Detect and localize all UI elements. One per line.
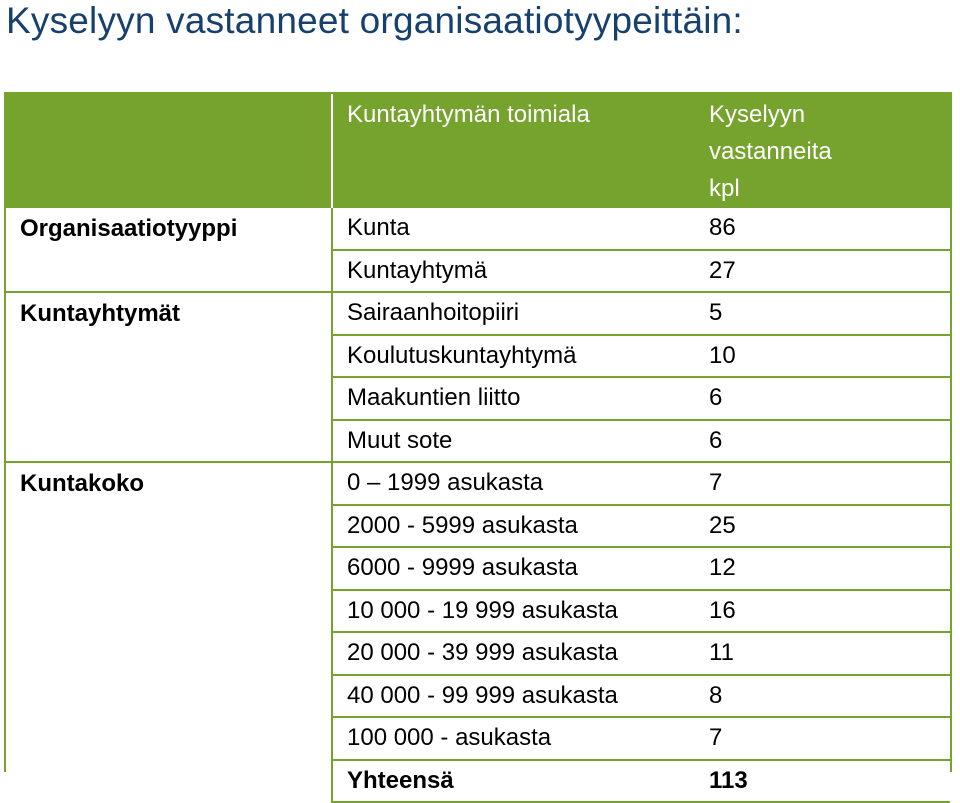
row-count: 7 (689, 462, 950, 505)
row-count: 16 (689, 590, 950, 633)
row-category: Organisaatiotyyppi (6, 208, 332, 250)
table-row (6, 675, 950, 718)
results-table (6, 94, 950, 803)
row-category (6, 547, 332, 590)
page-title: Kyselyyn vastanneet organisaatiotyypeittäin: (6, 0, 743, 41)
row-item: 40 000 - 99 999 asukasta (332, 675, 689, 718)
table-row (6, 208, 950, 250)
row-category: Kuntakoko (6, 462, 332, 505)
row-count: 86 (689, 208, 950, 250)
row-count: 10 (689, 335, 950, 378)
row-count: 27 (689, 250, 950, 293)
total-row (6, 760, 950, 803)
table-row (6, 462, 950, 505)
row-category (6, 250, 332, 293)
row-item: Kunta (332, 208, 689, 250)
row-count: 11 (689, 632, 950, 675)
table-header-row (6, 94, 950, 208)
row-item: Koulutuskuntayhtymä (332, 335, 689, 378)
table-row (6, 420, 950, 463)
row-category (6, 335, 332, 378)
row-category (6, 675, 332, 718)
row-category (6, 632, 332, 675)
row-count: 7 (689, 717, 950, 760)
header-category (6, 94, 332, 208)
header-item: Kuntayhtymän toimiala (332, 94, 689, 208)
row-count: 6 (689, 420, 950, 463)
row-category (6, 420, 332, 463)
header-count-line-1: Kyselyyn (709, 101, 806, 128)
row-category (6, 377, 332, 420)
row-category (6, 505, 332, 548)
row-count: 12 (689, 547, 950, 590)
row-category (6, 590, 332, 633)
row-item: Sairaanhoitopiiri (332, 292, 689, 335)
row-category: Kuntayhtymät (6, 292, 332, 335)
row-count: 25 (689, 505, 950, 548)
table-row (6, 717, 950, 760)
row-item: 10 000 - 19 999 asukasta (332, 590, 689, 633)
row-category (6, 717, 332, 760)
row-count: 5 (689, 292, 950, 335)
row-item: 6000 - 9999 asukasta (332, 547, 689, 590)
total-label: Yhteensä (332, 760, 689, 803)
row-item: 20 000 - 39 999 asukasta (332, 632, 689, 675)
row-item: Muut sote (332, 420, 689, 463)
table-row (6, 590, 950, 633)
table-row (6, 505, 950, 548)
row-item: 0 – 1999 asukasta (332, 462, 689, 505)
table-row (6, 292, 950, 335)
table-row (6, 547, 950, 590)
row-item: 100 000 - asukasta (332, 717, 689, 760)
table-row (6, 250, 950, 293)
table-row (6, 377, 950, 420)
results-table-container (4, 92, 952, 794)
row-item: 2000 - 5999 asukasta (332, 505, 689, 548)
table-row (6, 335, 950, 378)
row-count: 6 (689, 377, 950, 420)
header-count-line-2: vastanneita (709, 138, 832, 165)
header-count (689, 94, 950, 208)
row-category (6, 760, 332, 803)
header-count-line-3: kpl (709, 175, 740, 202)
total-count: 113 (689, 760, 950, 803)
row-item: Kuntayhtymä (332, 250, 689, 293)
row-item: Maakuntien liitto (332, 377, 689, 420)
row-count: 8 (689, 675, 950, 718)
table-row (6, 632, 950, 675)
